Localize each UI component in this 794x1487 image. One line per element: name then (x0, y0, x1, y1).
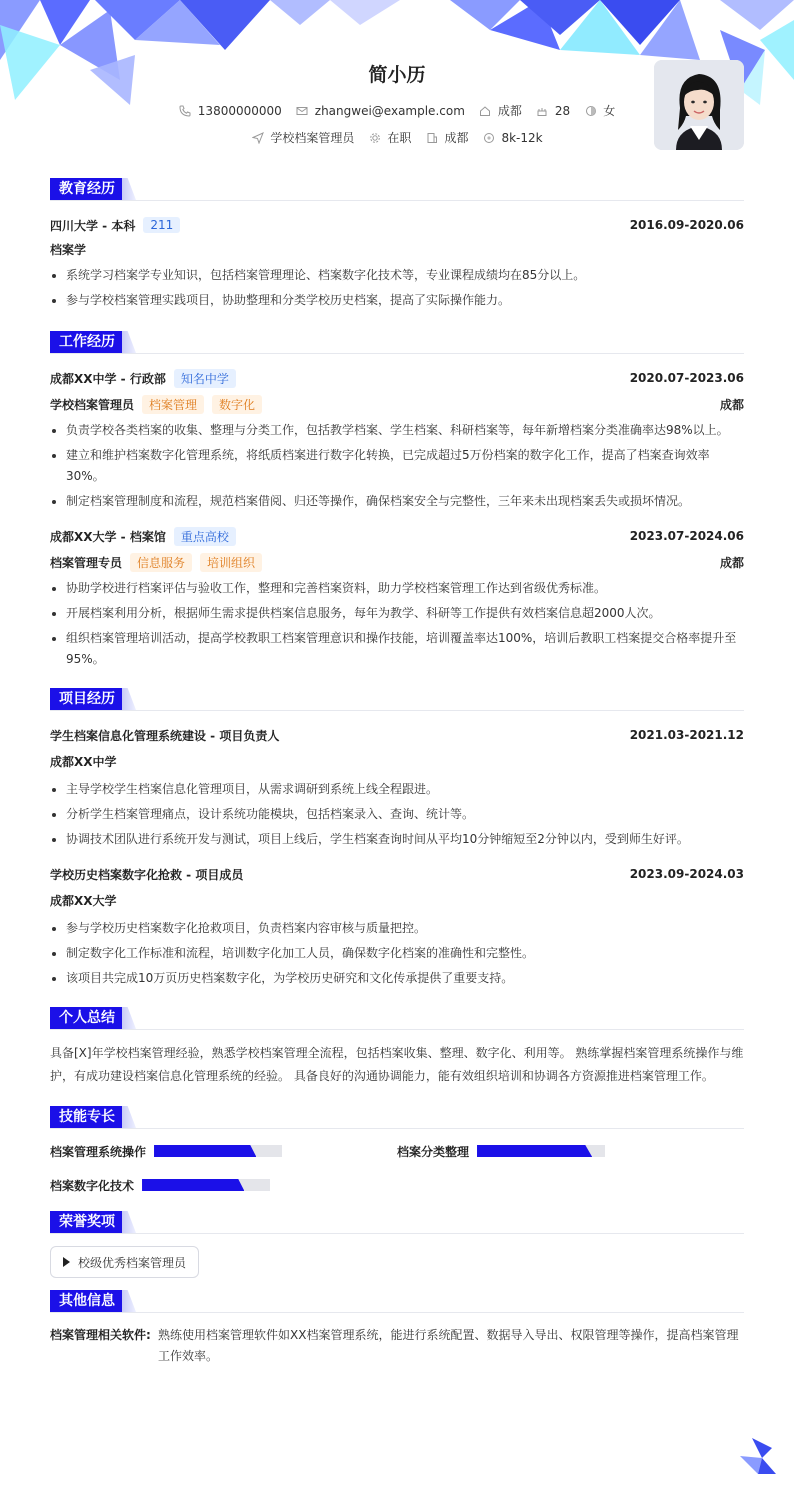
skills-list (50, 1141, 744, 1195)
summary-text: 具备[X]年学校档案管理经验，熟悉学校档案管理全流程，包括档案收集、整理、数字化、利用等。 熟练掌握档案管理系统操作与维护，有成功建设档案信息化管理系统的经验。 具备良好的沟通协调能力，能有效组织培训和协调各方资源推进档案管理工作。 (50, 1046, 744, 1083)
cake-icon (536, 104, 549, 117)
work-org-row (50, 524, 744, 548)
education-header (50, 178, 744, 201)
project-title-row (50, 723, 744, 747)
work-entry (50, 366, 744, 512)
list-item: 制定数字化工作标准和流程，培训数字化加工人员，确保数字化档案的准确性和完整性。 (50, 943, 744, 964)
award-name: 校级优秀档案管理员 (78, 1255, 187, 1270)
awards-section (50, 1211, 744, 1278)
org-tag: 重点高校 (174, 527, 236, 546)
project-title: 学校历史档案数字化抢救 - 项目成员 (50, 867, 244, 882)
section-title: 其他信息 (50, 1290, 124, 1312)
status-text: 在职 (387, 131, 412, 145)
other-info-value: 熟练使用档案管理软件如XX档案管理系统，能进行系统配置、数据导入导出、权限管理等操作，提高档案管理工作效率。 (158, 1328, 739, 1363)
skill-bar (142, 1179, 270, 1191)
education-section (50, 178, 744, 311)
hometown-text: 成都 (497, 104, 522, 118)
salary-item (482, 131, 542, 145)
status-item (368, 129, 411, 146)
other-section (50, 1290, 744, 1367)
target-city-item (425, 129, 468, 146)
target-role-text: 学校档案管理员 (270, 131, 355, 145)
project-period: 2021.03-2021.12 (629, 728, 744, 742)
award-item (50, 1246, 199, 1278)
list-item: 协调技术团队进行系统开发与测试，项目上线后，学生档案查询时间从平均10分钟缩短至2分钟以内，受到师生好评。 (50, 829, 744, 850)
other-info-row (50, 1325, 744, 1367)
play-icon (63, 1257, 70, 1267)
section-title-accent (122, 1290, 136, 1312)
skill-tag: 培训组织 (200, 553, 262, 572)
section-title-accent (122, 178, 136, 200)
projects-section (50, 688, 744, 989)
gender-icon (584, 104, 597, 117)
section-title-accent (122, 688, 136, 710)
skill-bar-fill (154, 1145, 256, 1157)
work-role-row (50, 548, 744, 576)
phone-text: 13800000000 (197, 103, 282, 118)
phone-item (179, 104, 282, 118)
section-title: 个人总结 (50, 1007, 124, 1029)
list-item: 该项目共完成10万页历史档案数字化，为学校历史研究和文化传承提供了重要支持。 (50, 968, 744, 989)
education-row (50, 213, 744, 237)
work-bullets (50, 578, 744, 670)
intent-row (50, 129, 744, 146)
skill-item (50, 1175, 397, 1195)
skills-section (50, 1106, 744, 1195)
work-bullets (50, 420, 744, 512)
coin-icon (482, 131, 495, 144)
section-title: 项目经历 (50, 688, 124, 710)
education-entry (50, 213, 744, 311)
section-title-accent (122, 1211, 136, 1233)
skill-tag: 数字化 (212, 395, 262, 414)
work-period: 2020.07-2023.06 (629, 371, 744, 385)
list-item: 参与学校档案管理实践项目，协助整理和分类学校历史档案，提高了实际操作能力。 (50, 290, 744, 311)
project-entry (50, 723, 744, 850)
phone-icon (179, 104, 192, 117)
work-period: 2023.07-2024.06 (629, 529, 744, 543)
email-text: zhangwei@example.com (314, 103, 465, 118)
projects-header (50, 688, 744, 711)
gear-icon (368, 131, 381, 144)
other-header (50, 1290, 744, 1313)
section-title: 教育经历 (50, 178, 124, 200)
hometown-item (479, 102, 522, 119)
project-bullets (50, 779, 744, 850)
send-icon (251, 131, 264, 144)
list-item: 分析学生档案管理痛点，设计系统功能模块，包括档案录入、查询、统计等。 (50, 804, 744, 825)
section-title: 荣誉奖项 (50, 1211, 124, 1233)
building-icon (425, 131, 438, 144)
school-tag: 211 (143, 217, 180, 233)
skills-header (50, 1106, 744, 1129)
section-title-accent (122, 1106, 136, 1128)
work-role-row (50, 390, 744, 418)
skill-name: 档案数字化技术 (50, 1178, 135, 1193)
gender-item (584, 102, 615, 119)
project-entry (50, 862, 744, 989)
awards-header (50, 1211, 744, 1234)
list-item: 协助学校进行档案评估与验收工作，整理和完善档案资料，助力学校档案管理工作达到省级优秀标准。 (50, 578, 744, 599)
target-role-item (251, 129, 354, 146)
project-org: 成都XX大学 (50, 894, 117, 908)
education-bullets (50, 265, 744, 311)
list-item: 组织档案管理培训活动，提高学校教职工档案管理意识和操作技能，培训覆盖率达100%，培训后教职工档案提交合格率提升至95%。 (50, 628, 744, 670)
project-bullets (50, 918, 744, 989)
home-icon (479, 104, 492, 117)
section-title: 工作经历 (50, 331, 124, 353)
gender-text: 女 (603, 104, 616, 118)
target-city-text: 成都 (444, 131, 469, 145)
work-org: 成都XX中学 - 行政部 (50, 371, 166, 386)
contact-row (50, 102, 744, 119)
skill-tag: 档案管理 (142, 395, 204, 414)
work-entry (50, 524, 744, 670)
project-org: 成都XX中学 (50, 755, 117, 769)
list-item: 制定档案管理制度和流程，规范档案借阅、归还等操作，确保档案安全与完整性，三年来未出现档案丢失或损坏情况。 (50, 491, 744, 512)
profile-photo (654, 60, 744, 150)
work-section (50, 331, 744, 670)
project-title: 学生档案信息化管理系统建设 - 项目负责人 (50, 728, 280, 743)
section-title-accent (122, 1007, 136, 1029)
summary-header (50, 1007, 744, 1030)
work-role: 档案管理专员 (50, 555, 123, 570)
salary-text: 8k-12k (501, 130, 543, 145)
skill-name: 档案分类整理 (397, 1144, 470, 1159)
skill-item (397, 1141, 744, 1161)
skill-name: 档案管理系统操作 (50, 1144, 147, 1159)
work-city: 成都 (719, 555, 744, 570)
list-item: 开展档案利用分析，根据师生需求提供档案信息服务，每年为教学、科研等工作提供有效档案信息超2000人次。 (50, 603, 744, 624)
skill-bar-fill (142, 1179, 244, 1191)
school-name: 四川大学 - 本科 (50, 218, 136, 233)
project-title-row (50, 862, 744, 886)
list-item: 负责学校各类档案的收集、整理与分类工作，包括教学档案、学生档案、科研档案等，每年新增档案分类准确率达98%以上。 (50, 420, 744, 441)
skill-tag: 信息服务 (130, 553, 192, 572)
summary-section (50, 1007, 744, 1088)
section-title: 技能专长 (50, 1106, 124, 1128)
work-org: 成都XX大学 - 档案馆 (50, 529, 166, 544)
skill-bar (154, 1145, 282, 1157)
skill-bar (477, 1145, 605, 1157)
work-org-row (50, 366, 744, 390)
candidate-name: 简小历 (368, 64, 426, 86)
section-title-accent (122, 331, 136, 353)
work-city: 成都 (719, 397, 744, 412)
skill-bar-fill (477, 1145, 592, 1157)
education-period: 2016.09-2020.06 (629, 218, 744, 232)
email-item (296, 104, 465, 118)
skill-item (50, 1141, 397, 1161)
resume-header (50, 0, 744, 160)
work-role: 学校档案管理员 (50, 397, 135, 412)
org-tag: 知名中学 (174, 369, 236, 388)
age-text: 28 (554, 103, 571, 118)
footer-decoration (738, 1434, 778, 1478)
list-item: 主导学校学生档案信息化管理项目，从需求调研到系统上线全程跟进。 (50, 779, 744, 800)
major: 档案学 (50, 243, 87, 257)
list-item: 参与学校历史档案数字化抢救项目，负责档案内容审核与质量把控。 (50, 918, 744, 939)
list-item: 系统学习档案学专业知识，包括档案管理理论、档案数字化技术等，专业课程成绩均在85分以上。 (50, 265, 744, 286)
list-item: 建立和维护档案数字化管理系统，将纸质档案进行数字化转换，已完成超过5万份档案的数字化工作，提高了档案查询效率30%。 (50, 445, 744, 487)
project-period: 2023.09-2024.03 (629, 867, 744, 881)
other-info-label: 档案管理相关软件: (50, 1328, 151, 1342)
work-header (50, 331, 744, 354)
age-item (536, 104, 570, 118)
mail-icon (296, 104, 309, 117)
